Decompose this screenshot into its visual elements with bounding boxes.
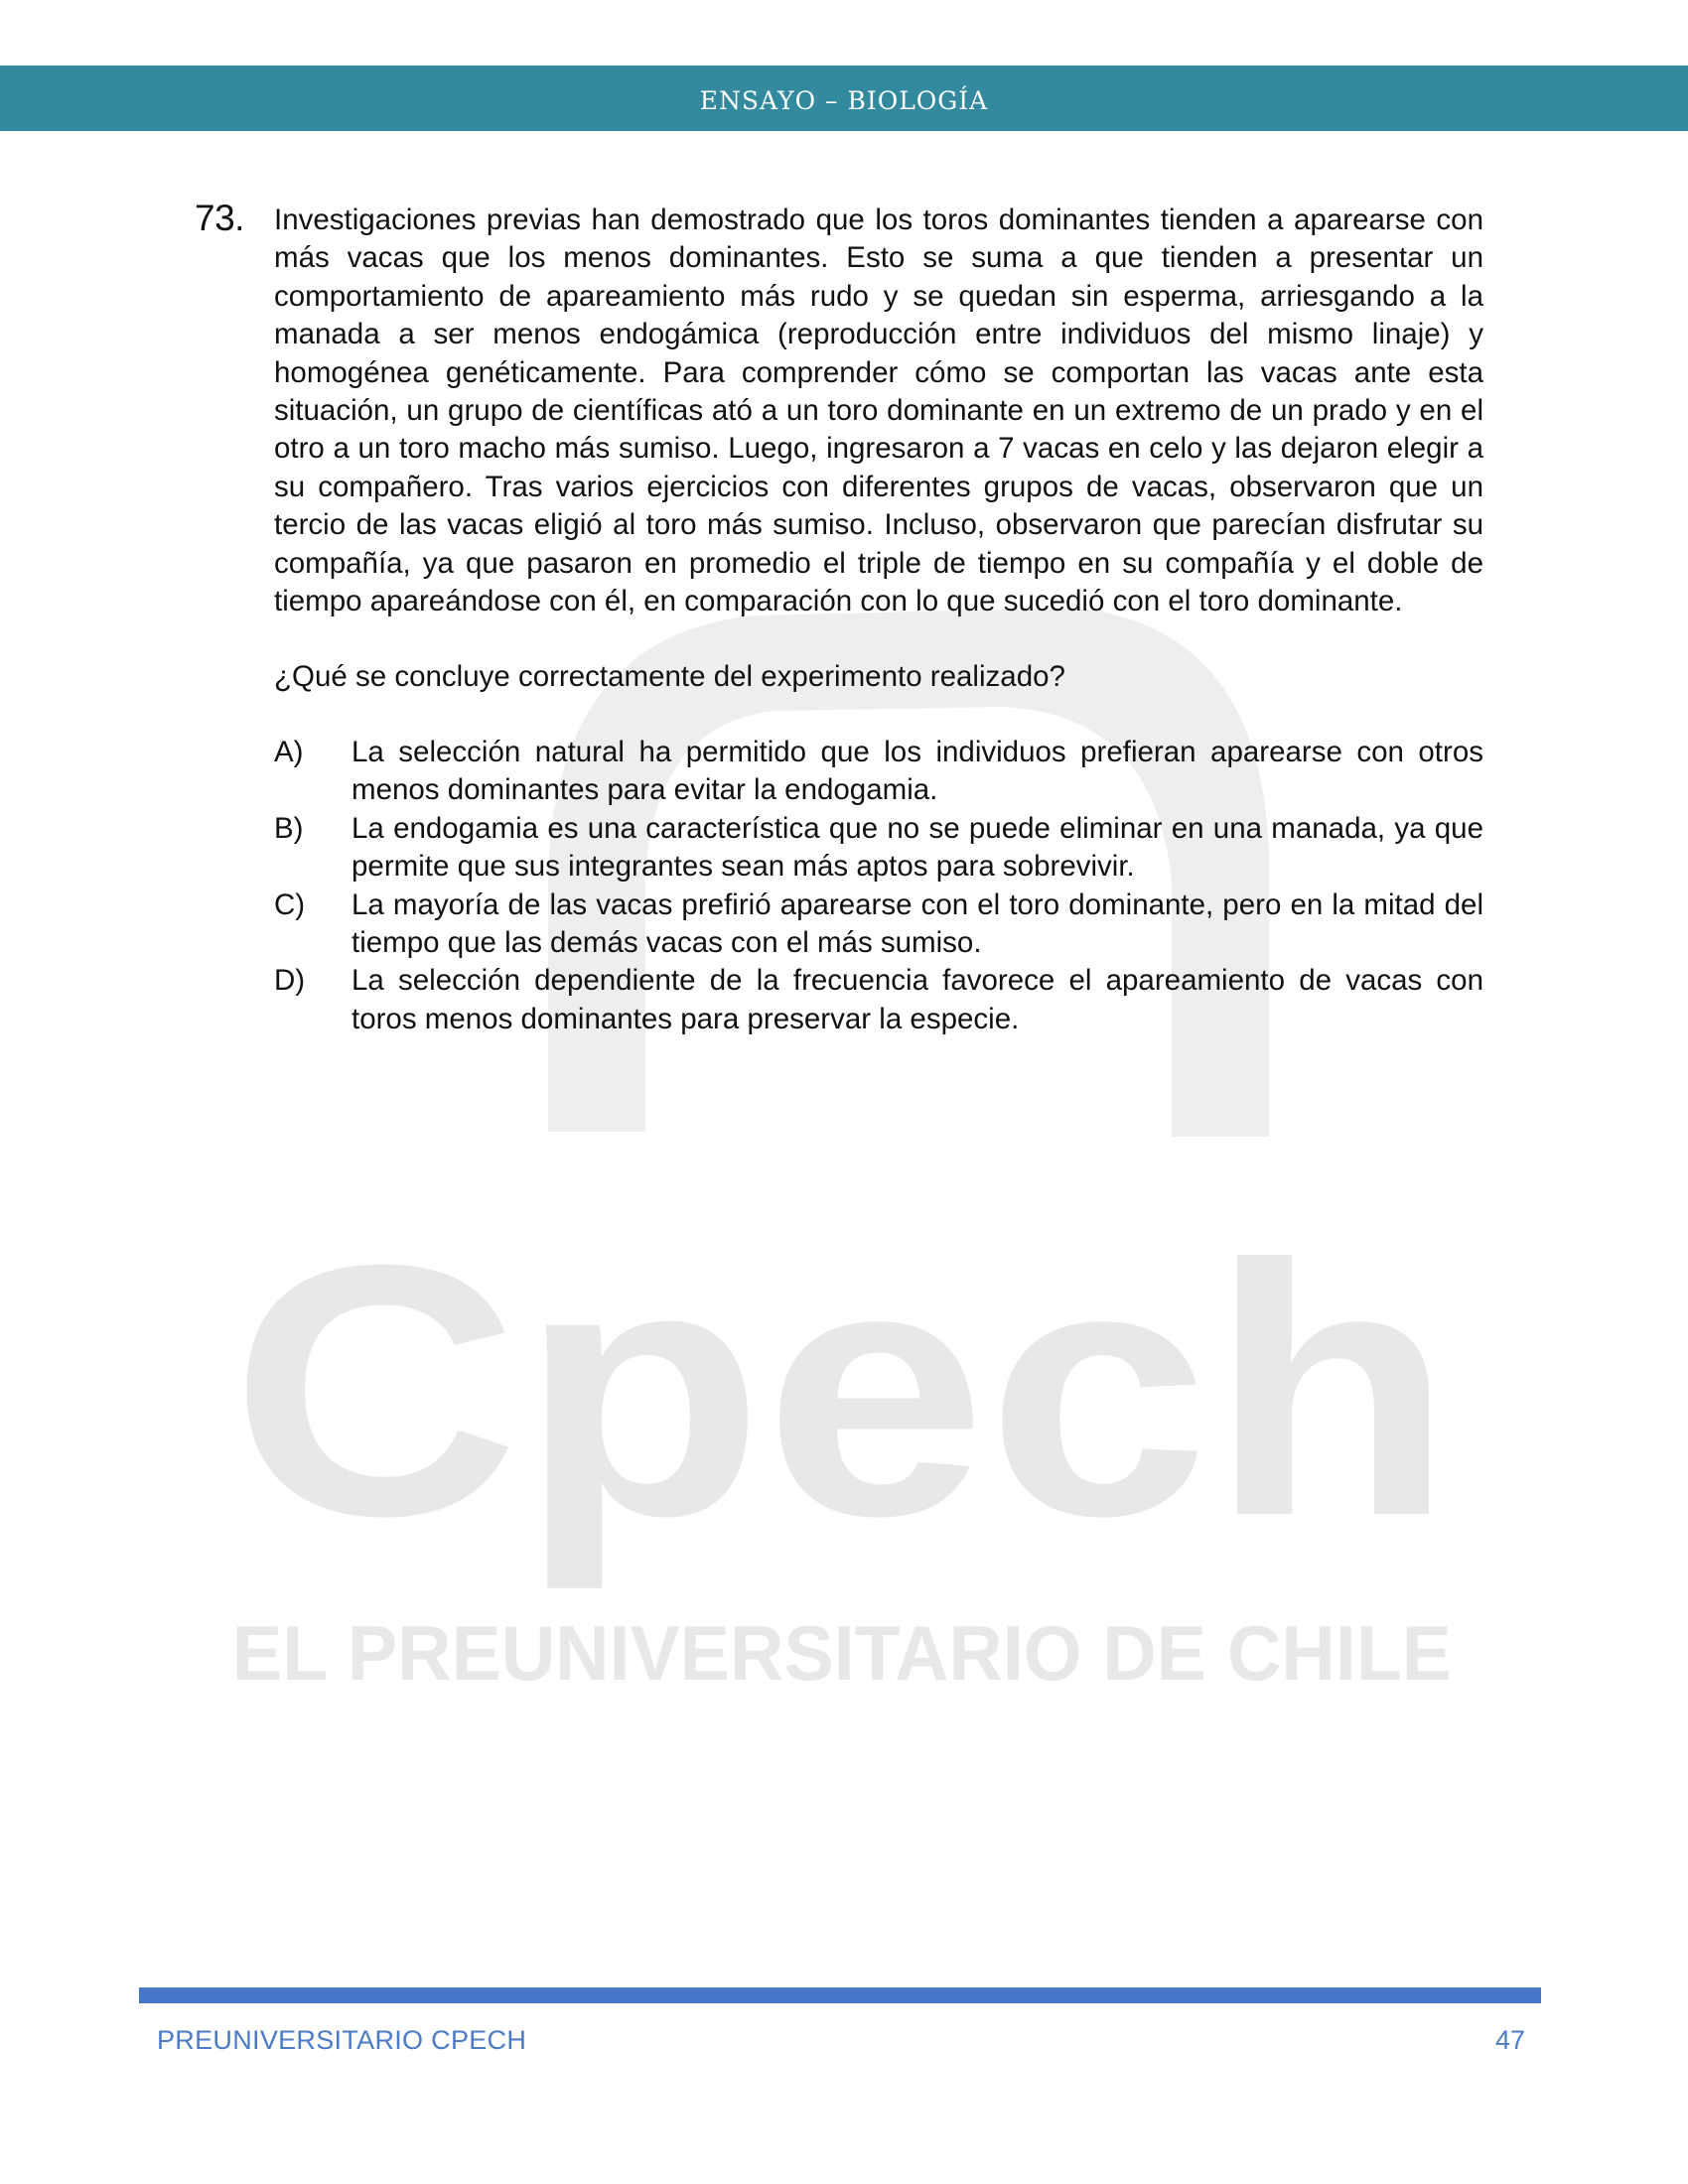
question-stem: Investigaciones previas han demostrado que los toros dominantes tienden a aparearse con más vacas que los menos dominantes. Esto se suma a que tienden a presentar un comportamiento de apareamiento más rudo y se quedan sin esperma, arriesgando a la manada a ser menos endogámica (reproducción entre individuos del mismo linaje) y homogénea genéticamente. Para comprender cómo se comportan las vacas ante esta situación, un grupo de científicas ató a un toro dominante en un extremo de un prado y en el otro a un toro macho más sumiso. Luego, ingresaron a 7 vacas en celo y las dejaron elegir a su compañero. Tras varios ejercicios con diferentes grupos de vacas, observaron que un tercio de las vacas eligió al toro más sumiso. Incluso, observaron que parecían disfrutar su compañía, ya que pasaron en promedio el triple de tiempo en su compañía y el doble de tiempo apareándose con él, en comparación con lo que sucedió con el toro dominante. (274, 204, 1483, 618)
option-a (274, 734, 1483, 810)
watermark-tagline-text: EL PREUNIVERSITARIO DE CHILE (232, 1609, 1452, 1697)
option-text: La endogamia es una característica que no se puede eliminar en una manada, ya que permite que sus integrantes sean más aptos para sobrevivir. (352, 811, 1483, 884)
option-letter: A) (274, 735, 304, 768)
option-letter: C) (274, 887, 306, 921)
page-number: 47 (1494, 2025, 1525, 2055)
question-73 (195, 198, 1485, 1038)
option-d (274, 962, 1483, 1038)
option-c (274, 887, 1483, 963)
header-title: ENSAYO – BIOLOGÍA (699, 85, 989, 115)
question-prompt: ¿Qué se concluye correctamente del experimento realizado? (274, 660, 1065, 694)
watermark-brand-text: Cpech (230, 1191, 1324, 1590)
option-letter: D) (274, 964, 306, 998)
footer-rule (139, 1987, 1541, 2003)
option-text: La selección dependiente de la frecuencia favorece el apareamiento de vacas con toros menos dominantes para preservar la especie. (352, 964, 1483, 1035)
question-number: 73. (195, 198, 244, 238)
question-body (274, 202, 1483, 1038)
option-text: La selección natural ha permitido que los individuos prefieran aparearse con otros menos dominantes para evitar la endogamia. (352, 735, 1483, 807)
option-letter: B) (274, 811, 304, 845)
answer-options (274, 734, 1483, 1038)
option-b (274, 810, 1483, 887)
option-text: La mayoría de las vacas prefirió aparearse con el toro dominante, pero en la mitad del tiempo que las demás vacas con el más sumiso. (352, 887, 1483, 959)
footer-brand-text: PREUNIVERSITARIO CPECH (157, 2025, 527, 2055)
header-band (0, 66, 1688, 131)
